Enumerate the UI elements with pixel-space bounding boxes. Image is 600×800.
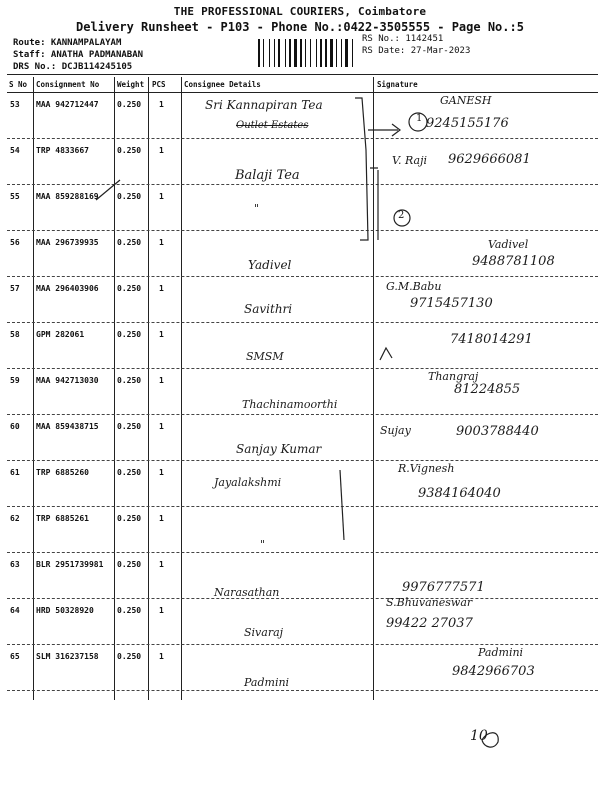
company-title: THE PROFESSIONAL COURIERS, Coimbatore [173,5,427,18]
row-consignment-number: BLR 2951739981 [36,560,104,569]
row-weight: 0.250 [117,192,142,201]
row-consignment-number: MAA 296739935 [36,238,99,247]
row-serial-number: 65 [10,652,20,661]
barcode-bar [316,39,317,67]
staff-label: Staff: ANATHA PADMANABAN [13,50,144,60]
barcode-bar [278,39,280,67]
row-pieces: 1 [159,606,164,615]
row-weight: 0.250 [117,606,142,615]
row-pieces: 1 [159,468,164,477]
row-signature: G.M.Babu [386,280,442,293]
row-signature-phone: 99422 27037 [386,616,473,631]
row-signature-phone: 9715457130 [410,296,493,311]
row-weight: 0.250 [117,284,142,293]
runsheet-subtitle: Delivery Runsheet - P103 - Phone No.:0422-3505555 - Page No.:5 [76,20,524,34]
row-pieces: 1 [159,192,164,201]
row-pieces: 1 [159,238,164,247]
row-consignment-number: MAA 942713030 [36,376,99,385]
row-separator [7,230,598,231]
barcode-bar [341,39,342,67]
bracket-mark [355,98,368,240]
row-separator [7,184,598,185]
row-consignee-handwriting: Savithri [244,302,293,316]
row-signature: Sujay [380,424,411,437]
row-consignee-handwriting: SMSM [246,350,284,363]
row-signature-phone: 81224855 [454,382,521,397]
circle-number-two: 2 [398,210,405,221]
tick-mark [380,348,392,360]
row-pieces: 1 [159,560,164,569]
col-header-signature: Signature [377,80,418,89]
column-divider [181,77,182,700]
row-consignee-handwriting: Padmini [244,676,290,689]
row-pieces: 1 [159,422,164,431]
row-weight: 0.250 [117,376,142,385]
barcode-bar [285,39,286,67]
row-signature: Vadivel [488,238,529,251]
barcode-bar [269,39,270,67]
row-pieces: 1 [159,652,164,661]
row-weight: 0.250 [117,652,142,661]
row-pieces: 1 [159,514,164,523]
header-rule [7,92,598,93]
row-weight: 0.250 [117,100,142,109]
col-header-consignment: Consignment No [36,80,100,89]
barcode-bar [345,39,348,67]
col-header-pcs: PCS [152,80,166,89]
row-separator [7,276,598,277]
row-signature: V. Raji [392,154,428,167]
row-signature-phone: 7418014291 [450,332,533,347]
barcode-bar [305,39,306,67]
row-serial-number: 57 [10,284,20,293]
row-signature-phone: 9842966703 [452,664,535,679]
row-signature-phone: 9003788440 [456,424,539,439]
barcode-bar [258,39,260,67]
barcode-bar [325,39,327,67]
drs-number: DRS No.: DCJB114245105 [13,62,133,72]
row-consignment-number: TRP 6885260 [36,468,89,477]
col-header-weight: Weight [117,80,145,89]
barcode-bar [294,39,297,67]
route-label: Route: KANNAMPALAYAM [13,38,122,48]
row-weight: 0.250 [117,146,142,155]
column-divider [114,77,115,700]
row-weight: 0.250 [117,330,142,339]
row-consignment-number: TRP 4833667 [36,146,89,155]
row-consignment-number: HRD 50328920 [36,606,94,615]
row-separator [7,506,598,507]
row-consignee-handwriting: Sanjay Kumar [236,442,322,456]
row-pieces: 1 [159,100,164,109]
barcode-image [258,39,358,67]
row-serial-number: 55 [10,192,20,201]
row-signature: Padmini [478,646,524,659]
column-divider [373,77,374,700]
row-serial-number: 62 [10,514,20,523]
row-weight: 0.250 [117,422,142,431]
pen-strokes [96,98,498,747]
row-signature-phone: 9488781108 [472,254,555,269]
table-top-rule [7,74,598,75]
row-separator [7,138,598,139]
row-serial-number: 53 [10,100,20,109]
row-separator [7,598,598,599]
barcode-bar [263,39,264,67]
row-consignment-number: MAA 859288169 [36,192,99,201]
barcode-bar [310,39,311,67]
row-consignment-number: MAA 296403906 [36,284,99,293]
rs-number: RS No.: 1142451 [362,34,444,44]
row-signature: Thangraj [428,370,479,383]
row-serial-number: 58 [10,330,20,339]
row-consignee-handwriting: " [260,538,266,551]
page-footer-mark: 10 [470,728,488,744]
row-consignee-handwriting: Balaji Tea [235,168,300,183]
row-separator [7,322,598,323]
column-divider [148,77,149,700]
row-signature-phone: 9384164040 [418,486,501,501]
row-consignee-handwriting: " [254,202,260,215]
barcode-bar [274,39,275,67]
column-divider [33,77,34,700]
row-signature-phone: 9245155176 [426,116,509,131]
row-consignee-handwriting: Thachinamoorthi [242,398,338,411]
barcode-bar [336,39,337,67]
row-pieces: 1 [159,330,164,339]
row-pieces: 1 [159,376,164,385]
row-consignment-number: MAA 942712447 [36,100,99,109]
row-consignee-handwriting: Narasathan [214,586,280,599]
row-serial-number: 59 [10,376,20,385]
row-serial-number: 56 [10,238,20,247]
row-consignee-handwriting: Sri Kannapiran Tea [205,98,323,112]
row-separator [7,460,598,461]
row-consignee-handwriting: Sivaraj [244,626,284,639]
row-consignee-handwriting: Jayalakshmi [214,476,282,489]
row-consignment-number: SLM 316237158 [36,652,99,661]
row-pieces: 1 [159,146,164,155]
barcode-bar [352,39,353,67]
row-consignment-number: GPM 282061 [36,330,85,339]
row-separator [7,552,598,553]
row-consignment-number: TRP 6885261 [36,514,89,523]
row-weight: 0.250 [117,514,142,523]
circle-number-one: 1 [416,113,423,124]
barcode-bar [289,39,291,67]
row-serial-number: 63 [10,560,20,569]
row-consignee-handwriting-line2: Outlet Estates [236,120,309,131]
row-signature: GANESH [440,94,492,107]
row-serial-number: 64 [10,606,20,615]
row-signature: R.Vignesh [398,462,455,475]
row-serial-number: 61 [10,468,20,477]
col-header-consignee: Consignee Details [184,80,261,89]
row-signature-phone: 9629666081 [448,152,531,167]
barcode-bar [320,39,322,67]
row-weight: 0.250 [117,468,142,477]
row-separator [7,414,598,415]
row-signature-phone: 9976777571 [402,580,485,595]
row-weight: 0.250 [117,560,142,569]
row-serial-number: 54 [10,146,20,155]
col-header-sno: S No [9,80,28,89]
row-separator [7,644,598,645]
row-separator [7,690,598,691]
row-consignment-number: MAA 859438715 [36,422,99,431]
row-weight: 0.250 [117,238,142,247]
rs-date: RS Date: 27-Mar-2023 [362,46,471,56]
row-consignee-handwriting: Yadivel [248,258,292,272]
barcode-bar [330,39,333,67]
row-separator [7,368,598,369]
row-signature: S.Bhuvaneswar [386,596,473,609]
row-serial-number: 60 [10,422,20,431]
barcode-bar [300,39,302,67]
row-pieces: 1 [159,284,164,293]
bracket-mark [340,470,344,540]
